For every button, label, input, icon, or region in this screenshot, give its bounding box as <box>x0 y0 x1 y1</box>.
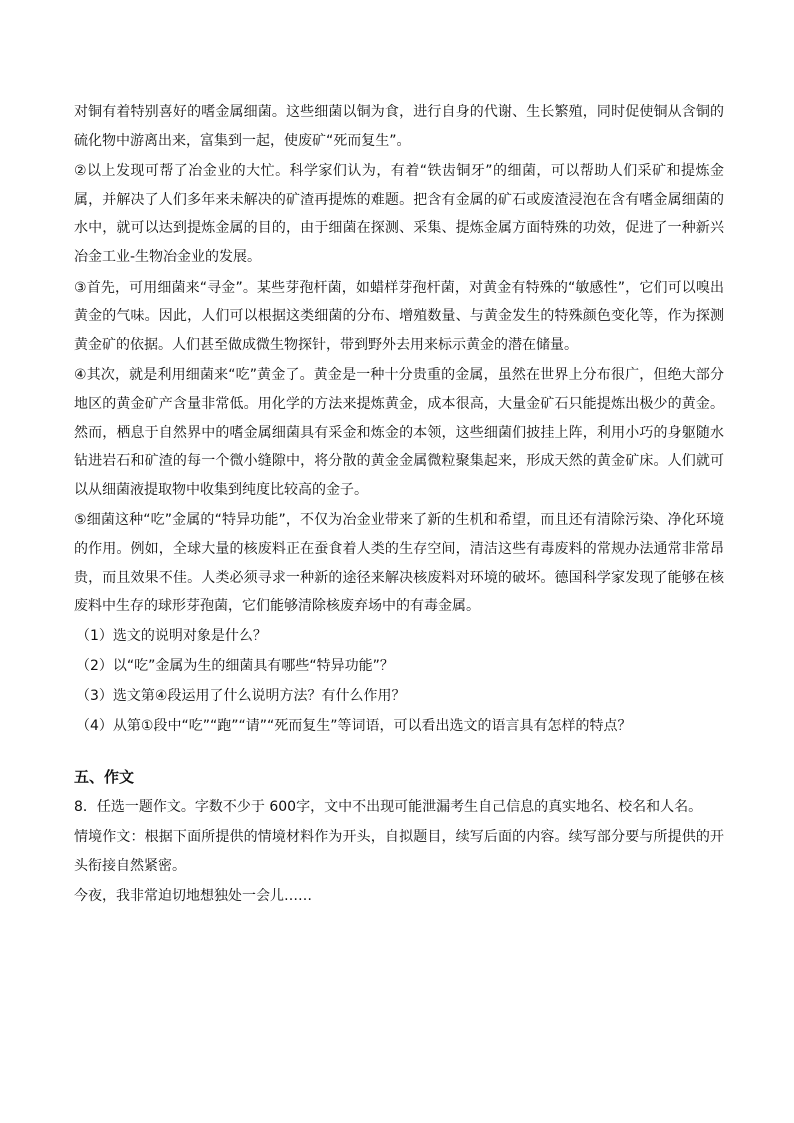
reading-paragraph-2: ②以上发现可帮了冶金业的大忙。科学家们认为，有着“铁齿铜牙”的细菌，可以帮助人们采矿和提炼金属，并解决了人们多年来未解决的矿渣再提炼的难题。把含有金属的矿石或废渣浸泡在含有嗜金属细菌的水中，就可以达到提炼金属的目的，由于细菌在探测、采集、提炼金属方面特殊的功效，促进了一种新兴冶金工业-生物冶金业的发展。 <box>74 163 724 265</box>
question-3: （3）选文第④段运用了什么说明方法？有什么作用？ <box>76 687 406 704</box>
reading-paragraph-5: ⑤细菌这种“吃”金属的“特异功能”，不仅为冶金业带来了新的生机和希望，而且还有清除污染、净化环境的作用。例如，全球大量的核废料正在蚕食着人类的生存空间，清洁这些有毒废料的常规办法通常非常昂贵，而且效果不佳。人类必须寻求一种新的途径来解决核废料对环境的破坏。德国科学家发现了能够在核废料中生存的球形芽孢菌，它们能够清除核废弃场中的有毒金属。 <box>74 512 724 615</box>
question-4: （4）从第①段中“吃”“跑”“请”“死而复生”等词语，可以看出选文的语言具有怎样的特点？ <box>76 717 632 734</box>
question-8: 8．任选一题作文。字数不少于 600字，文中不出现可能泄漏考生自己信息的真实地名、校名和人名。 <box>74 798 703 815</box>
question-2: （2）以“吃”金属为生的细菌具有哪些“特异功能”？ <box>76 657 394 674</box>
reading-paragraph-3: ③首先，可用细菌来“寻金”。某些芽孢杆菌，如蜡样芽孢杆菌，对黄金有特殊的“敏感性”，它们可以嗅出黄金的气味。因此，人们可以根据这类细菌的分布、增殖数量、与黄金发生的特殊颜色变化等，作为探测黄金矿的依据。人们甚至做成微生物探针，带到野外去用来标示黄金的潜在储量。 <box>74 279 724 353</box>
scenario-instructions: 情境作文：根据下面所提供的情境材料作为开头，自拟题目，续写后面的内容。续写部分要与所提供的开头衔接自然紧密。 <box>74 829 724 874</box>
section-title-composition: 五、作文 <box>74 767 135 786</box>
reading-paragraph-1-continued: 对铜有着特别喜好的嗜金属细菌。这些细菌以铜为食，进行自身的代谢、生长繁殖，同时促使铜从含铜的硫化物中游离出来，富集到一起，使废矿“死而复生”。 <box>74 104 724 149</box>
exam-page <box>74 98 724 911</box>
reading-paragraph-4: ④其次，就是利用细菌来“吃”黄金了。黄金是一种十分贵重的金属，虽然在世界上分布很广，但绝大部分地区的黄金矿产含量非常低。用化学的方法来提炼黄金，成本很高，大量金矿石只能提炼出极少的黄金。然而，栖息于自然界中的嗜金属细菌具有采金和炼金的本领，这些细菌们披挂上阵，利用小巧的身躯随水钻进岩石和矿渣的每一个微小缝隙中，将分散的黄金金属微粒聚集起来，形成天然的黄金矿床。人们就可以从细菌液提取物中收集到纯度比较高的金子。 <box>74 367 724 498</box>
question-list <box>74 621 724 741</box>
scenario-opening: 今夜，我非常迫切地想独处一会儿…… <box>74 888 312 905</box>
question-1: （1）选文的说明对象是什么？ <box>76 627 267 644</box>
